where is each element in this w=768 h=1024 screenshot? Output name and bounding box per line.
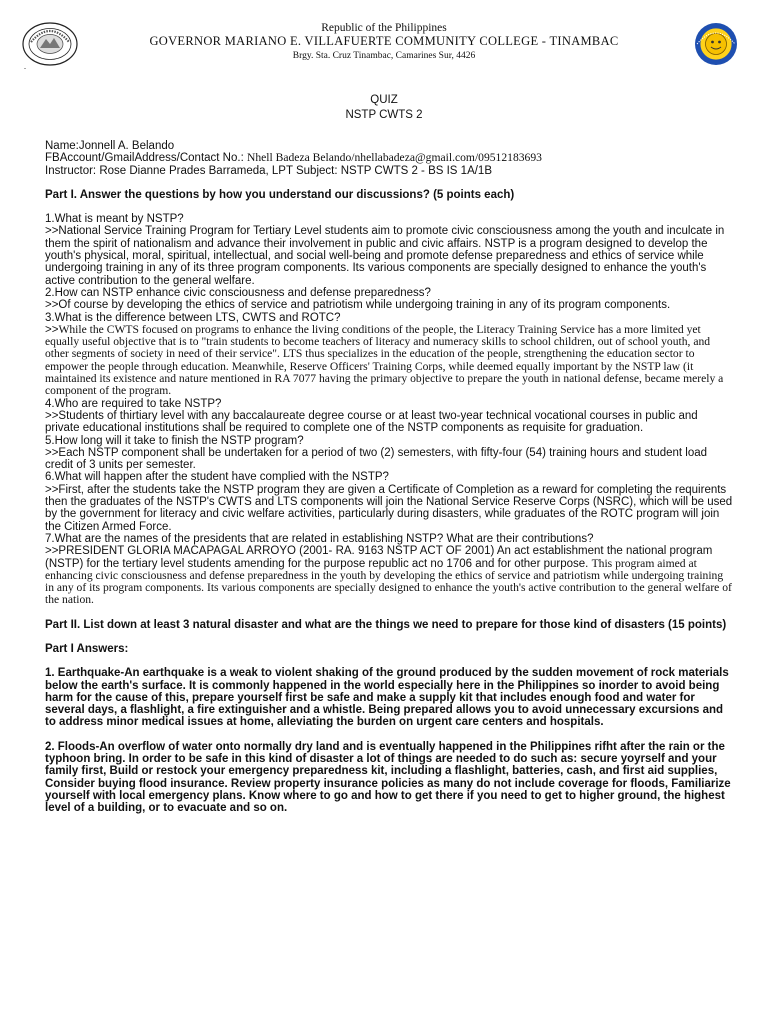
student-name: Name:Jonnell A. Belando: [45, 140, 175, 152]
document-body: [45, 140, 735, 815]
republic-heading: Republic of the Philippines: [321, 22, 447, 34]
answer-4: >>Students of thirtiary level with any baccalaureate degree course or at least two-year technical vocational courses in public and private educational institutions shall be required to complete one of the NSTP components as requisite for graduation.: [45, 409, 698, 435]
letterhead: [0, 0, 768, 70]
answer-7-continuation: This program aimed at enhancing civic consciousness and defense preparedness in the youth by developing the ethics of service and patriotism while undergoing training in any of its program components. Its various components are specially designed to enhance the youth's active contribution to the general welfare of the nation.: [45, 556, 732, 607]
question-6: 6.What will happen after the student have complied with the NSTP?: [45, 471, 389, 484]
subject-value: NSTP CWTS 2 - BS IS 1A/1B: [340, 164, 492, 177]
answer-7: [45, 545, 735, 606]
part2-heading: Part II. List down at least 3 natural disaster and what are the things we need to prepare for those kind of disasters (15 points): [45, 618, 727, 631]
question-7: 7.What are the names of the presidents that are related in establishing NSTP? What are their contributions?: [45, 532, 594, 545]
answer-3-marker: >>: [45, 323, 59, 336]
answer-floods: 2. Floods-An overflow of water onto normally dry land and is eventually happened in the Philippines rifht after the rain or the typhoon bring. In order to be safe in this kind of disaster a lot of things are needed to do such as: secure yoyrself and your family first, Build or restock your emergency preparedness kit, including a flashlight, batteries, cash, and first aid supplies, Consider buying flood insurance. Review property insurance policies as many do not include coverage for floods, Familiarize yourself with local emergency plans. Know where to go and how to get there if you need to get to higher ground, the highest level of a building, or to evacuate and so on.: [45, 740, 731, 815]
question-5: 5.How long will it take to finish the NSTP program?: [45, 434, 304, 447]
answer-earthquake: 1. Earthquake-An earthquake is a weak to violent shaking of the ground produced by the sudden movement of rock materials below the earth's surface. It is commonly happened in the world especially here in the Philippines so inorder to avoid being harm for the cause of this, prepare yourself first be safe and make a supply kit that includes enough food and water for several days, a flashlight, a fire extinguisher and a whistle. Being prepared allows you to avoid unnecessary excursions and to address minor medical issues at home, alleviating the burden on urgent care centers and hospitals.: [45, 667, 729, 729]
instructor-label: Instructor: Rose Dianne Prades Barrameda, LPT Subject:: [45, 164, 341, 177]
contact-label: FBAccount/GmailAddress/Contact No.:: [45, 152, 247, 165]
contact-line: [45, 152, 735, 164]
part1-heading: Part I. Answer the questions by how you understand our discussions? (5 points each): [45, 188, 515, 201]
answer-6: >>First, after the students take the NSTP program they are given a Certificate of Completion as a reward for completing the requirents then the graduates of the NSTP's CWTS and LTS components will join the National Service Reserve Corps (NSRC), which will be used by the government for literacy and civic welfare activities, particularly during disasters, while graduates of the ROTC program will join the Citizen Armed Force.: [45, 483, 733, 533]
answer-5: >>Each NSTP component shall be undertaken for a period of two (2) semesters, with fifty-four (54) training hours and student load credit of 3 units per semester.: [45, 446, 708, 472]
answers-heading: Part I Answers:: [45, 642, 129, 655]
question-3: 3.What is the difference between LTS, CWTS and ROTC?: [45, 311, 341, 324]
answer-1: >>National Service Training Program for Tertiary Level students aim to promote civic consciousness among the youth and inculcate in them the spirit of nationalism and advance their involvement in public and civic affairs. NSTP is a program designed to develop the youth's physical, moral, spiritual, intellectual, and social well-being and promote defense preparedness and ethics of service while undergoing training in any of its three program components. Its various components are specially designed to enhance the youth's active contribution to the general welfare.: [45, 225, 725, 287]
answer-3-text: While the CWTS focused on programs to enhance the living conditions of the people, the Literacy Training Service has a more limited yet equally useful objective that is to "train students to become teachers of literacy and numeracy skills to school children, out of school youth, and other segments of society in need of their service". LTS thus specializes in the education of the people, strengthening the education sector to empower the people through education. Meanwhile, Reserve Officers' Training Corps, while deemed equally important by the NSTP law (it maintained its existence and nature mentioned in RA 7077 having the primary objective to prepare the youth in national defense, became merely a component of the program.: [45, 322, 724, 398]
contact-value: Nhell Badeza Belando/nhellabadeza@gmail.com/09512183693: [246, 151, 542, 165]
stray-mark: .: [24, 62, 26, 71]
answer-3: [45, 324, 735, 398]
instructor-line: [45, 165, 735, 177]
answer-2: >>Of course by developing the ethics of service and patriotism while undergoing training in any of its program components.: [45, 299, 671, 312]
college-name: GOVERNOR MARIANO E. VILLAFUERTE COMMUNITY COLLEGE - TINAMBAC: [149, 34, 619, 48]
question-4: 4.Who are required to take NSTP?: [45, 397, 222, 410]
quiz-title: QUIZ: [370, 94, 398, 106]
question-1: 1.What is meant by NSTP?: [45, 213, 184, 226]
quiz-subtitle: NSTP CWTS 2: [345, 109, 423, 121]
answer-7-text: >>PRESIDENT GLORIA MACAPAGAL ARROYO (2001- RA. 9163 NSTP ACT OF 2001) An act establishment the national program (NSTP) for the tertiary level students amending for the purpose republic act no 1706 and for other purpose.: [45, 545, 713, 570]
college-address: Brgy. Sta. Cruz Tinambac, Camarines Sur, 4426: [292, 51, 476, 61]
question-2: 2.How can NSTP enhance civic consciousness and defense preparedness?: [45, 286, 431, 299]
